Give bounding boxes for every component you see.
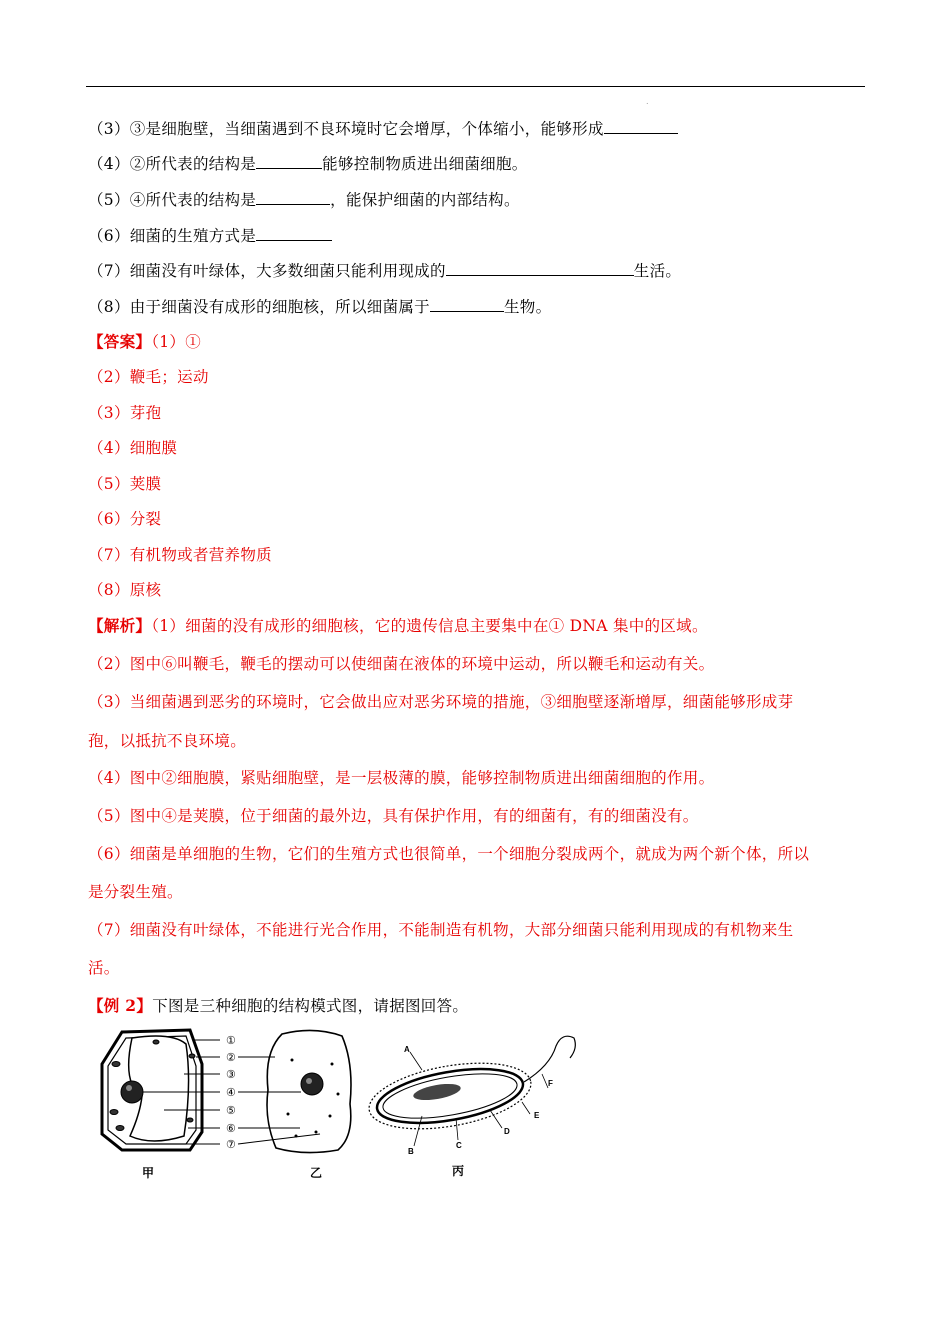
number-labels (226, 1035, 236, 1151)
number-label: ③ (226, 1069, 236, 1081)
cell-labels (142, 1163, 464, 1180)
question-7-tail: 生活。 (633, 262, 682, 280)
answer-item: （7）有机物或者营养物质 (88, 546, 272, 564)
bacteria-letter: E (534, 1111, 540, 1120)
cell-structure-figure (92, 1024, 582, 1186)
answer-label: 【答案】 (88, 332, 152, 351)
analysis-line: （7）细菌没有叶绿体，不能进行光合作用，不能制造有机物，大部分细菌只能利用现成的有机物来生 (88, 921, 794, 939)
animal-cell-diagram (238, 1030, 351, 1152)
answer-item: （5）荚膜 (88, 475, 162, 493)
answer-blank (256, 189, 330, 205)
question-4 (88, 153, 528, 174)
bacteria-letter: F (548, 1079, 553, 1088)
question-6-text: （6）细菌的生殖方式是 (88, 227, 257, 245)
question-3 (88, 118, 678, 139)
question-7-text: （7）细菌没有叶绿体，大多数细菌只能利用现成的 (88, 262, 446, 280)
answer-blank (430, 296, 504, 312)
answer-blank (446, 260, 634, 276)
header-dot: . (646, 97, 649, 106)
number-label: ① (226, 1035, 236, 1047)
bacteria-letter: B (408, 1147, 414, 1156)
analysis-text: （1）细菌的没有成形的细胞核，它的遗传信息主要集中在① DNA 集中的区域。 (151, 617, 708, 635)
bacteria-letters (404, 1045, 553, 1156)
analysis-line-1 (88, 616, 708, 636)
example-2 (88, 996, 468, 1016)
question-5 (88, 189, 520, 210)
number-label: ⑦ (226, 1139, 236, 1151)
answer-item: （1）① (151, 333, 202, 351)
number-label: ④ (226, 1087, 236, 1099)
header-rule (86, 86, 865, 87)
analysis-line: （3）当细菌遇到恶劣的环境时，它会做出应对恶劣环境的措施，③细胞壁逐渐增厚，细菌能够形成芽 (88, 693, 794, 711)
answer-item: （2）鞭毛；运动 (88, 368, 209, 386)
question-6 (88, 225, 332, 246)
answer-item: （3）芽孢 (88, 404, 162, 422)
bacteria-letter: A (404, 1045, 410, 1054)
example-label: 【例 2】 (88, 996, 153, 1015)
cell-label: 乙 (310, 1166, 323, 1180)
answer-item: （4）细胞膜 (88, 439, 178, 457)
analysis-line: （5）图中④是荚膜，位于细菌的最外边，具有保护作用，有的细菌有，有的细菌没有。 (88, 807, 699, 825)
analysis-label: 【解析】 (88, 616, 152, 635)
answer-item: （8）原核 (88, 581, 162, 599)
question-7 (88, 260, 681, 281)
analysis-line: 活。 (88, 959, 120, 977)
question-4-text: （4）②所代表的结构是 (88, 155, 257, 173)
answer-blank (604, 118, 678, 134)
number-label: ⑥ (226, 1123, 236, 1135)
question-3-text: （3）③是细胞壁，当细菌遇到不良环境时它会增厚，个体缩小，能够形成 (88, 120, 604, 138)
question-8 (88, 296, 551, 317)
number-label: ⑤ (226, 1105, 236, 1117)
bacteria-letter: D (504, 1127, 510, 1136)
number-label: ② (226, 1052, 236, 1064)
question-8-text: （8）由于细菌没有成形的细胞核，所以细菌属于 (88, 298, 430, 316)
example-text: 下图是三种细胞的结构模式图，请据图回答。 (152, 997, 469, 1015)
answer-blank (256, 225, 332, 241)
question-5-text: （5）④所代表的结构是 (88, 191, 257, 209)
analysis-line: （2）图中⑥叫鞭毛，鞭毛的摆动可以使细菌在液体的环境中运动，所以鞭毛和运动有关。 (88, 655, 715, 673)
cell-label: 甲 (142, 1166, 155, 1180)
answer-blank (256, 153, 322, 169)
answer-line-1 (88, 332, 201, 352)
question-4-tail: 能够控制物质进出细菌细胞。 (322, 155, 528, 173)
question-8-tail: 生物。 (503, 298, 552, 316)
cell-label: 丙 (452, 1164, 465, 1178)
analysis-line: 是分裂生殖。 (88, 883, 183, 901)
analysis-line: 孢，以抵抗不良环境。 (88, 732, 247, 750)
analysis-line: （6）细菌是单细胞的生物，它们的生殖方式也很简单，一个细胞分裂成两个，就成为两个新个体，所以 (88, 845, 810, 863)
answer-item: （6）分裂 (88, 510, 162, 528)
analysis-line: （4）图中②细胞膜，紧贴细胞壁，是一层极薄的膜，能够控制物质进出细菌细胞的作用。 (88, 769, 715, 787)
bacteria-letter: C (456, 1141, 462, 1150)
plant-cell-diagram (102, 1030, 220, 1150)
bacterium-diagram (364, 1036, 575, 1146)
question-5-tail: ，能保护细菌的内部结构。 (330, 191, 520, 209)
